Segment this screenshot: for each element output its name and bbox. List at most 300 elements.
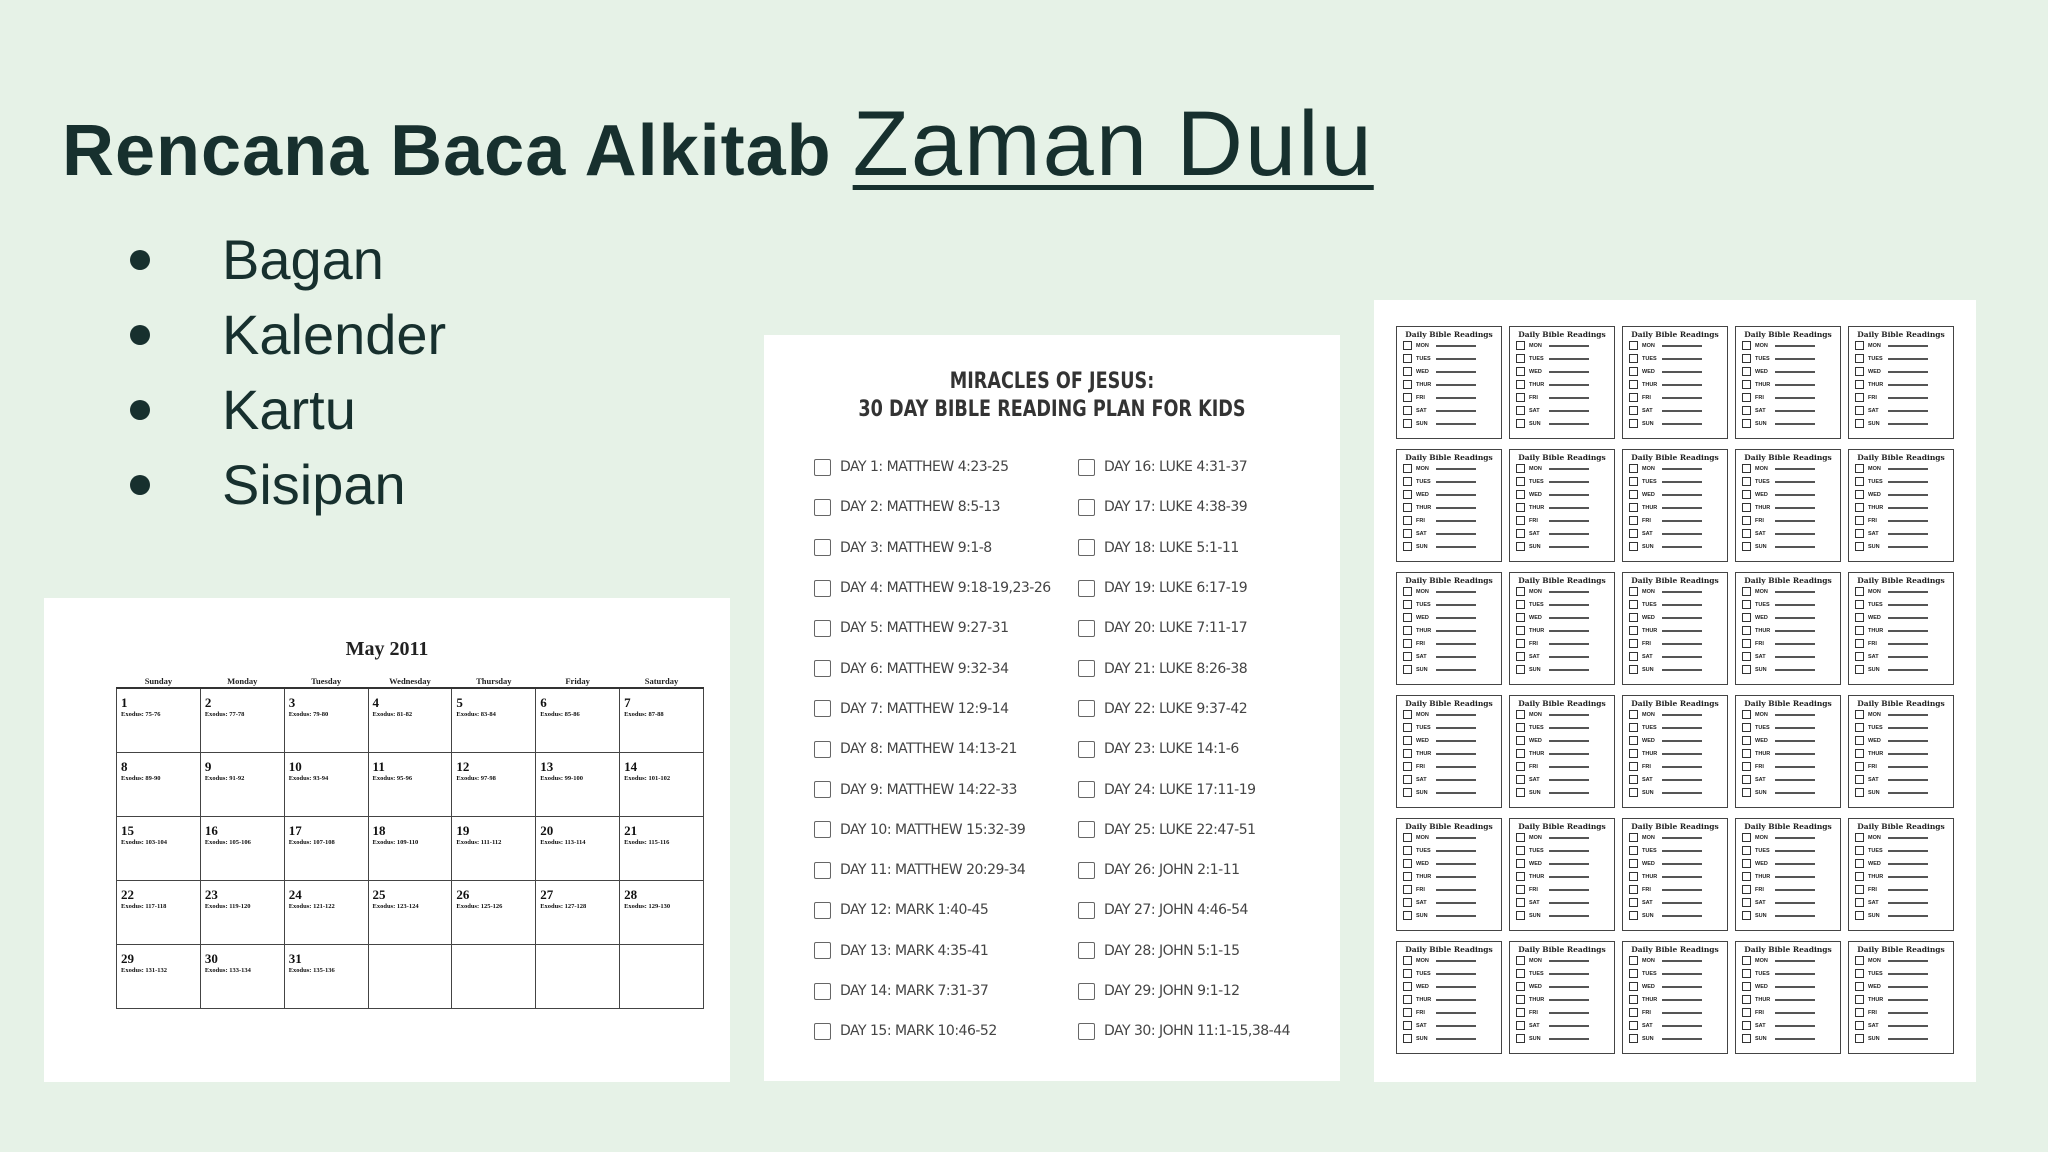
reading-card-text-line: [1775, 960, 1815, 962]
reading-card-text-line: [1888, 468, 1928, 470]
reading-card-row: [1849, 404, 1953, 417]
checkbox-icon: [1516, 529, 1525, 538]
reading-card-row: [1397, 417, 1501, 430]
reading-card-text-line: [1888, 630, 1928, 632]
reading-card-day: SUN: [1416, 912, 1428, 919]
day-number: 18: [372, 823, 386, 838]
calendar-day-cell: [620, 817, 704, 881]
day-number: 3: [288, 695, 296, 710]
reading-card-day: MON: [1529, 711, 1542, 718]
reading-card-day: TUES: [1642, 478, 1657, 485]
checkbox-icon: [1403, 406, 1412, 415]
checkbox-icon: [1403, 723, 1412, 732]
reading-card-day: MON: [1642, 957, 1655, 964]
checkbox-icon: [1855, 613, 1864, 622]
reading-card-row: [1849, 1006, 1953, 1019]
reading-card-text-line: [1549, 410, 1589, 412]
reading-card-row: [1510, 721, 1614, 734]
calendar-week-row: [117, 688, 704, 753]
reading-card-day: SUN: [1755, 912, 1767, 919]
reading-card-text-line: [1549, 468, 1589, 470]
reading-card-row: [1623, 663, 1727, 676]
reading-card-text-line: [1888, 371, 1928, 373]
reading-card-day: WED: [1868, 614, 1881, 621]
reading-card-title: Daily Bible Readings: [1631, 945, 1719, 954]
reading-card-day: TUES: [1755, 601, 1770, 608]
reading-card-title: Daily Bible Readings: [1518, 945, 1606, 954]
reading-card-text-line: [1549, 345, 1589, 347]
day-number: 30: [204, 951, 218, 966]
checkbox-icon: [1078, 499, 1095, 516]
reading-card-day: MON: [1642, 588, 1655, 595]
checkbox-icon: [1855, 982, 1864, 991]
reading-card-row: [1397, 462, 1501, 475]
reading-card-day: TUES: [1755, 970, 1770, 977]
checkbox-icon: [1403, 982, 1412, 991]
reading-plan-item-label: DAY 16: LUKE 4:31-37: [1104, 459, 1248, 476]
reading-card-day: MON: [1416, 711, 1429, 718]
reading-card: [1509, 818, 1615, 931]
reading-card-day: WED: [1642, 614, 1655, 621]
checkbox-icon: [1742, 859, 1751, 868]
reading-card-text-line: [1436, 1038, 1476, 1040]
reading-card-day: MON: [1642, 834, 1655, 841]
reading-card-text-line: [1775, 779, 1815, 781]
reading-plan-item: [1078, 648, 1290, 688]
reading-plan-item: [814, 729, 1051, 769]
checkbox-icon: [814, 539, 831, 556]
reading-card-day: WED: [1755, 368, 1768, 375]
reading-card-row: [1510, 514, 1614, 527]
reading-card-day: SAT: [1529, 653, 1540, 660]
reading-card-day: SAT: [1755, 1022, 1766, 1029]
reading-card-title: Daily Bible Readings: [1857, 822, 1945, 831]
weekday-header: Tuesday: [284, 675, 368, 688]
day-number: 8: [121, 759, 128, 774]
reading-card-text-line: [1436, 889, 1476, 891]
reading-card-row: [1510, 747, 1614, 760]
day-number: 31: [288, 951, 302, 966]
reading-card-row: [1623, 514, 1727, 527]
checkbox-icon: [1403, 516, 1412, 525]
reading-card-row: [1736, 967, 1840, 980]
reading-card-day: SAT: [1416, 776, 1427, 783]
checkbox-icon: [1629, 639, 1638, 648]
reading-card-row: [1397, 954, 1501, 967]
reading-card-text-line: [1549, 837, 1589, 839]
reading-card-day: FRI: [1416, 1009, 1425, 1016]
reading-plan-item: [814, 810, 1051, 850]
checkbox-icon: [1855, 749, 1864, 758]
checkbox-icon: [1629, 600, 1638, 609]
checkbox-icon: [1629, 723, 1638, 732]
reading-card-day: SUN: [1529, 912, 1541, 919]
reading-card-row: [1623, 980, 1727, 993]
reading-card-day: MON: [1868, 957, 1881, 964]
reading-card-day: THUR: [1529, 873, 1545, 880]
reading-card-text-line: [1888, 779, 1928, 781]
reading-card-row: [1623, 786, 1727, 799]
reading-card-text-line: [1549, 604, 1589, 606]
reading-plan-item: [1078, 971, 1290, 1011]
reading-card-text-line: [1436, 727, 1476, 729]
reading-card-text-line: [1549, 889, 1589, 891]
reading-card-text-line: [1775, 792, 1815, 794]
reading-card: [1396, 695, 1502, 808]
reading-plan-item: [814, 689, 1051, 729]
reading-card-day: THUR: [1868, 381, 1884, 388]
reading-card-day: SUN: [1868, 543, 1880, 550]
reading-card-text-line: [1549, 520, 1589, 522]
reading-card-text-line: [1888, 863, 1928, 865]
calendar-day-cell: [284, 753, 368, 817]
reading-card-text-line: [1775, 410, 1815, 412]
checkbox-icon: [1516, 898, 1525, 907]
reading-card-text-line: [1888, 727, 1928, 729]
reading-card-text-line: [1662, 999, 1702, 1001]
calendar-day-cell: [536, 817, 620, 881]
reading-card-row: [1397, 708, 1501, 721]
reading-card-text-line: [1888, 533, 1928, 535]
checkbox-icon: [1403, 341, 1412, 350]
checkbox-icon: [1403, 969, 1412, 978]
checkbox-icon: [1516, 1008, 1525, 1017]
reading-card-row: [1510, 883, 1614, 896]
reading-card-day: FRI: [1642, 763, 1651, 770]
reading-plan-item-label: DAY 24: LUKE 17:11-19: [1104, 781, 1256, 798]
reading-card-title: Daily Bible Readings: [1405, 330, 1493, 339]
reading-card-text-line: [1549, 397, 1589, 399]
reading-card-row: [1510, 708, 1614, 721]
checkbox-icon: [1629, 477, 1638, 486]
reading-card-text-line: [1436, 384, 1476, 386]
reading-card-row: [1623, 391, 1727, 404]
reading-card-row: [1736, 391, 1840, 404]
reading-card-row: [1397, 857, 1501, 870]
checkbox-icon: [1629, 762, 1638, 771]
checkbox-icon: [1516, 833, 1525, 842]
reading-card: [1509, 695, 1615, 808]
calendar-day-cell: [620, 688, 704, 753]
reading-card-text-line: [1662, 397, 1702, 399]
checkbox-icon: [1742, 788, 1751, 797]
checkbox-icon: [1516, 885, 1525, 894]
checkbox-icon: [1516, 367, 1525, 376]
reading-card-text-line: [1662, 371, 1702, 373]
reading-card-row: [1736, 501, 1840, 514]
checkbox-icon: [1629, 341, 1638, 350]
checkbox-icon: [1516, 710, 1525, 719]
reading-card: [1622, 326, 1728, 439]
reading-card-row: [1510, 786, 1614, 799]
reading-card-day: FRI: [1529, 886, 1538, 893]
checkbox-icon: [1629, 846, 1638, 855]
checkbox-icon: [1516, 341, 1525, 350]
reading-card-text-line: [1775, 850, 1815, 852]
checkbox-icon: [1629, 859, 1638, 868]
checkbox-icon: [1742, 1008, 1751, 1017]
reading-card-day: MON: [1868, 711, 1881, 718]
checkbox-icon: [1855, 380, 1864, 389]
reading-plan-item-label: DAY 13: MARK 4:35-41: [840, 942, 989, 959]
reading-card-day: WED: [1868, 983, 1881, 990]
reading-plan-item: [1078, 447, 1290, 487]
reading-card-text-line: [1549, 533, 1589, 535]
reading-card-text-line: [1549, 617, 1589, 619]
reading-card-day: SUN: [1755, 789, 1767, 796]
reading-card-row: [1849, 462, 1953, 475]
checkbox-icon: [1403, 419, 1412, 428]
reading-card-day: MON: [1416, 465, 1429, 472]
reading-card-row: [1849, 747, 1953, 760]
reading-card-row: [1849, 1032, 1953, 1045]
reading-card-row: [1623, 611, 1727, 624]
checkbox-icon: [1078, 902, 1095, 919]
day-reading: Exodus: 103-104: [121, 839, 168, 846]
reading-card-row: [1397, 1019, 1501, 1032]
reading-card-text-line: [1662, 507, 1702, 509]
reading-card-text-line: [1662, 656, 1702, 658]
reading-card-text-line: [1549, 753, 1589, 755]
reading-card-text-line: [1888, 656, 1928, 658]
day-number: 13: [540, 759, 554, 774]
reading-card-day: WED: [1529, 983, 1542, 990]
checkbox-icon: [1516, 406, 1525, 415]
day-reading: Exodus: 113-114: [540, 839, 586, 846]
checkbox-icon: [1516, 542, 1525, 551]
calendar-week-row: [117, 817, 704, 881]
checkbox-icon: [1629, 885, 1638, 894]
reading-card-day: MON: [1868, 342, 1881, 349]
day-number: 26: [456, 887, 470, 902]
checkbox-icon: [1078, 580, 1095, 597]
reading-card-row: [1736, 909, 1840, 922]
reading-card-row: [1736, 980, 1840, 993]
reading-card-text-line: [1436, 345, 1476, 347]
reading-card-day: FRI: [1529, 640, 1538, 647]
calendar-day-cell: [452, 753, 536, 817]
reading-card-day: SUN: [1868, 789, 1880, 796]
day-number: 16: [204, 823, 218, 838]
reading-cards-image: [1374, 300, 1976, 1082]
reading-card-day: THUR: [1868, 873, 1884, 880]
checkbox-icon: [1078, 700, 1095, 717]
reading-plan-item-label: DAY 25: LUKE 22:47-51: [1104, 821, 1256, 838]
reading-card-row: [1623, 598, 1727, 611]
reading-card-day: WED: [1642, 860, 1655, 867]
reading-card-text-line: [1662, 643, 1702, 645]
checkbox-icon: [1516, 872, 1525, 881]
reading-card-row: [1849, 624, 1953, 637]
reading-card-text-line: [1662, 1025, 1702, 1027]
reading-card-text-line: [1436, 779, 1476, 781]
calendar-day-cell: [368, 945, 452, 1009]
reading-card-text-line: [1662, 876, 1702, 878]
reading-card-text-line: [1549, 740, 1589, 742]
reading-card-day: FRI: [1868, 640, 1877, 647]
reading-card: [1396, 818, 1502, 931]
calendar-day-cell: [368, 817, 452, 881]
reading-card-day: MON: [1529, 957, 1542, 964]
calendar-day-cell: [536, 688, 620, 753]
reading-card-text-line: [1549, 960, 1589, 962]
day-reading: Exodus: 129-130: [624, 903, 671, 910]
reading-card-text-line: [1549, 669, 1589, 671]
reading-card: [1509, 572, 1615, 685]
checkbox-icon: [1742, 956, 1751, 965]
reading-card-day: WED: [1529, 491, 1542, 498]
reading-plan-item: [814, 447, 1051, 487]
reading-card-row: [1736, 585, 1840, 598]
reading-plan-item-label: DAY 4: MATTHEW 9:18-19,23-26: [840, 580, 1051, 597]
reading-card-row: [1510, 980, 1614, 993]
reading-card-day: SAT: [1755, 776, 1766, 783]
reading-card-row: [1397, 721, 1501, 734]
reading-card-text-line: [1662, 669, 1702, 671]
reading-card-text-line: [1549, 546, 1589, 548]
reading-card-row: [1397, 339, 1501, 352]
reading-card-day: FRI: [1755, 640, 1764, 647]
reading-card-text-line: [1775, 546, 1815, 548]
reading-card-day: MON: [1755, 834, 1768, 841]
reading-card-row: [1510, 1006, 1614, 1019]
reading-card-day: FRI: [1416, 517, 1425, 524]
reading-card-text-line: [1775, 520, 1815, 522]
checkbox-icon: [1516, 464, 1525, 473]
reading-card-row: [1736, 378, 1840, 391]
checkbox-icon: [1078, 660, 1095, 677]
checkbox-icon: [1855, 885, 1864, 894]
checkbox-icon: [1855, 872, 1864, 881]
checkbox-icon: [1403, 736, 1412, 745]
reading-plan-item-label: DAY 11: MATTHEW 20:29-34: [840, 862, 1026, 879]
reading-plan-item-label: DAY 12: MARK 1:40-45: [840, 902, 989, 919]
reading-card-text-line: [1888, 520, 1928, 522]
reading-card-row: [1736, 598, 1840, 611]
reading-card-day: TUES: [1755, 355, 1770, 362]
reading-card-day: SUN: [1755, 666, 1767, 673]
calendar-day-cell: [117, 817, 201, 881]
reading-card-text-line: [1662, 727, 1702, 729]
reading-card-row: [1849, 773, 1953, 786]
checkbox-icon: [1516, 626, 1525, 635]
reading-card-row: [1397, 831, 1501, 844]
reading-card-text-line: [1436, 656, 1476, 658]
checkbox-icon: [1403, 600, 1412, 609]
reading-plan-item: [814, 608, 1051, 648]
reading-card-row: [1510, 637, 1614, 650]
calendar-week-row: [117, 945, 704, 1009]
reading-card-text-line: [1775, 999, 1815, 1001]
reading-card-row: [1849, 967, 1953, 980]
reading-plan-item-label: DAY 26: JOHN 2:1-11: [1104, 862, 1240, 879]
reading-card-day: MON: [1755, 588, 1768, 595]
reading-card-text-line: [1775, 889, 1815, 891]
reading-card-day: FRI: [1529, 517, 1538, 524]
checkbox-icon: [1516, 477, 1525, 486]
reading-card-text-line: [1436, 591, 1476, 593]
checkbox-icon: [1742, 490, 1751, 499]
reading-card-day: SAT: [1868, 776, 1879, 783]
checkbox-icon: [1078, 942, 1095, 959]
reading-card-text-line: [1775, 863, 1815, 865]
reading-card-row: [1623, 462, 1727, 475]
reading-card-text-line: [1888, 792, 1928, 794]
reading-card-row: [1849, 831, 1953, 844]
reading-card-day: WED: [1416, 491, 1429, 498]
reading-card-day: SAT: [1755, 653, 1766, 660]
reading-card-day: SUN: [1642, 420, 1654, 427]
day-number: 1: [121, 695, 128, 710]
reading-card-day: SUN: [1529, 420, 1541, 427]
reading-card-row: [1397, 404, 1501, 417]
checkbox-icon: [1403, 354, 1412, 363]
checkbox-icon: [1742, 477, 1751, 486]
checkbox-icon: [814, 862, 831, 879]
reading-card-day: SUN: [1529, 666, 1541, 673]
day-number: 23: [204, 887, 218, 902]
calendar-day-cell: [284, 945, 368, 1009]
reading-card-day: SAT: [1642, 899, 1653, 906]
checkbox-icon: [1403, 846, 1412, 855]
reading-card-row: [1623, 585, 1727, 598]
checkbox-icon: [1742, 736, 1751, 745]
reading-card-text-line: [1662, 494, 1702, 496]
reading-card-text-line: [1436, 468, 1476, 470]
reading-card-day: SAT: [1529, 407, 1540, 414]
reading-card-text-line: [1775, 902, 1815, 904]
reading-card-text-line: [1888, 1025, 1928, 1027]
day-reading: Exodus: 101-102: [624, 775, 671, 782]
reading-card-text-line: [1775, 753, 1815, 755]
reading-plan-item-label: DAY 22: LUKE 9:37-42: [1104, 700, 1248, 717]
reading-card-row: [1397, 870, 1501, 883]
reading-card-text-line: [1662, 837, 1702, 839]
checkbox-icon: [1516, 762, 1525, 771]
reading-card-text-line: [1436, 494, 1476, 496]
reading-card-day: SAT: [1868, 653, 1879, 660]
reading-card-row: [1397, 773, 1501, 786]
checkbox-icon: [814, 781, 831, 798]
reading-plan-item-label: DAY 14: MARK 7:31-37: [840, 983, 989, 999]
reading-card-text-line: [1775, 986, 1815, 988]
reading-plan-right-column: [1078, 447, 1290, 1051]
checkbox-icon: [1403, 542, 1412, 551]
checkbox-icon: [1742, 1034, 1751, 1043]
checkbox-icon: [1629, 833, 1638, 842]
checkbox-icon: [1516, 639, 1525, 648]
reading-card-row: [1736, 773, 1840, 786]
checkbox-icon: [1516, 652, 1525, 661]
reading-card-text-line: [1775, 656, 1815, 658]
checkbox-icon: [1629, 367, 1638, 376]
reading-card-text-line: [1436, 630, 1476, 632]
reading-card-row: [1510, 650, 1614, 663]
day-number: 27: [540, 887, 554, 902]
reading-card-day: SUN: [1416, 543, 1428, 550]
reading-plan-item: [1078, 608, 1290, 648]
reading-card-day: MON: [1642, 342, 1655, 349]
checkbox-icon: [1855, 652, 1864, 661]
day-number: 20: [540, 823, 554, 838]
weekday-header: Thursday: [452, 675, 536, 688]
reading-card-text-line: [1775, 481, 1815, 483]
reading-card-title: Daily Bible Readings: [1744, 453, 1832, 462]
reading-card-row: [1736, 365, 1840, 378]
checkbox-icon: [1855, 419, 1864, 428]
reading-card-text-line: [1888, 889, 1928, 891]
reading-card-day: WED: [1642, 737, 1655, 744]
